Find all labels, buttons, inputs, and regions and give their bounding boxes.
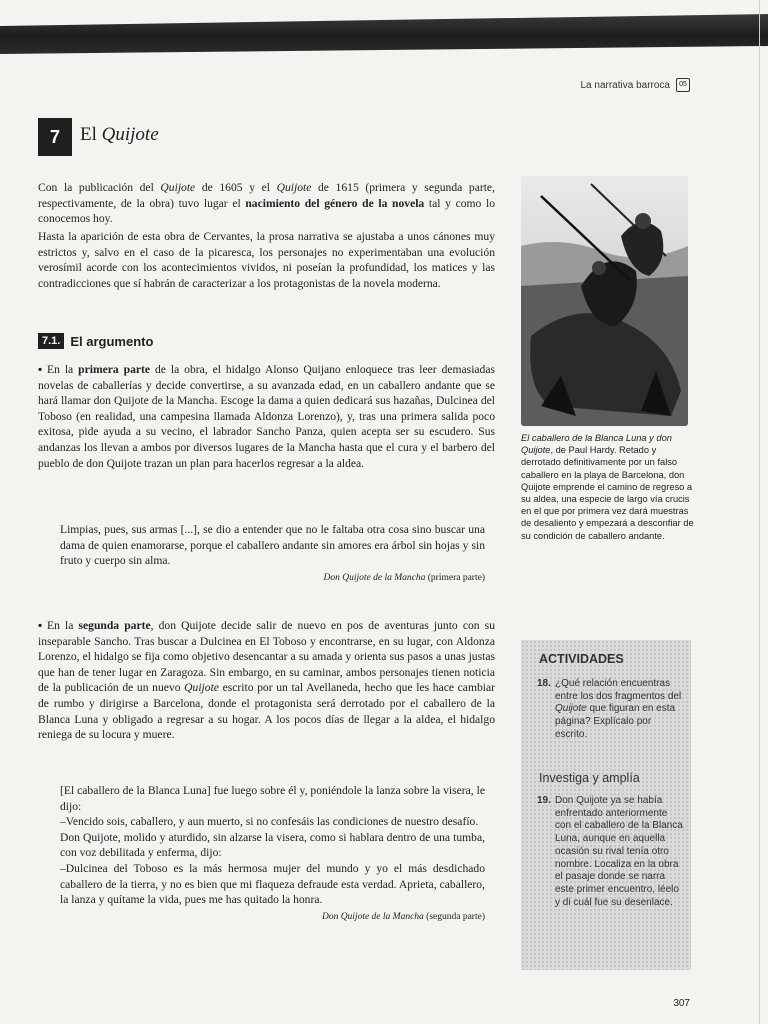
quote-first-part (60, 522, 485, 586)
intro-p2-text: Hasta la aparición de esta obra de Cervantes, la prosa narrativa se ajustaba a unos cánones muy estrictos y, salvo en el caso de la picaresca, los personajes no experimentaban una evolución verosímil acorde con los acontecimientos vividos, ni poseían la profundidad, los matices y las contradicciones que sí habrán de caracterizar a los protagonistas de la novela moderna. (38, 230, 495, 290)
intro-p1-text: Con la publicación del Quijote de 1605 y el Quijote de 1615 (primera y segunda parte, respectivamente, de la obra) tuvo lugar el nacimiento del género de la novela tal y como lo conocemos hoy. (38, 181, 495, 226)
activity-number: 19. (537, 795, 551, 806)
section-heading (38, 333, 153, 349)
quote2-line: Don Quijote, molido y aturdido, sin alzarse la visera, como si hablara dentro de una tumba, con voz debilitada y enferma, dijo: (60, 830, 485, 860)
chapter-title (80, 124, 159, 146)
quote1-cite-part: (primera parte) (425, 572, 485, 583)
bullet-mark: ▪ (38, 363, 43, 376)
quote2-citation (60, 910, 485, 926)
running-head: La narrativa barroca (580, 80, 670, 91)
activity-number: 18. (537, 678, 551, 689)
plot-bullet-first-part (38, 362, 495, 471)
quote2-line: –Vencido sois, caballero, y aun muerto, si no confesáis las condiciones de nuestro desafío. (60, 815, 479, 829)
quote2-cite-title: Don Quijote de la Mancha (321, 911, 424, 922)
quote2-line: –Dulcinea del Toboso es la más hermosa mujer del mundo y yo el más desdichado caballero de la tierra, y no es bien que mi flaqueza defraude esta verdad. Aprieta, caballero, la lanza y quítame la vida, pues me has quitado la honra. (60, 861, 485, 907)
quote1-cite-title: Don Quijote de la Mancha (323, 572, 426, 583)
quote1-text: Limpias, pues, sus armas [...], se dio a entender que no le faltaba otra cosa sino buscar una dama de quien enamorarse, porque el caballero andante sin amores era árbol sin hojas y sin fruto y cuerpo sin alma. (60, 523, 485, 568)
activity-18 (537, 678, 687, 742)
illustration-knight-white-moon (521, 176, 688, 426)
chapter-title-italic: Quijote (101, 124, 159, 145)
investigate-heading: Investiga y amplía (539, 771, 640, 785)
chapter-number: 7 (38, 118, 72, 156)
unit-badge-icon: 05 (676, 78, 690, 92)
bullet1-text: En la primera parte de la obra, el hidalgo Alonso Quijano enloquece tras leer demasiadas novelas de caballerías y decide convertirse, a su avanzada edad, en un caballero andante que se hará llamar don Quijote de la Mancha. Escoge la dama a quien dedicará sus hazañas, Dulcinea del Toboso (en realidad, una campesina llamada Aldonza Lorenzo), y, tras una primera salida poco exitosa, pide ayuda a su vecino, el labrador Sancho Panza, quien acepta ser su escudero. Sus andanzas los llevan a ambos por diversos lugares de la Mancha hasta que el cura y el barbero del pueblo de don Quijote trazan un plan para hacerlos regresar a la aldea. (38, 363, 496, 470)
plot-bullet-second-part (38, 618, 495, 743)
section-number: 7.1. (38, 333, 64, 349)
quote1-citation (60, 571, 485, 587)
quote2-line: [El caballero de la Blanca Luna] fue luego sobre él y, poniéndole la lanza sobre la visera, le dijo: (60, 784, 485, 813)
chapter-title-prefix: El (80, 124, 102, 145)
quote2-cite-part: (segunda parte) (423, 911, 485, 922)
illustration-caption: El caballero de la Blanca Luna y don Quijote, de Paul Hardy. Retado y derrotado definitivamente por un falso caballero en la playa de Barcelona, don Quijote emprende el camino de regreso a su aldea, una especie de largo vía crucis en el que por primera vez dará muestras de desaliento y empezará a desconfiar de su condición de caballero andante. (521, 433, 694, 541)
section-title: El argumento (70, 333, 154, 349)
intro-paragraph-2 (38, 229, 495, 298)
activities-box (521, 640, 691, 970)
bullet2-text: En la segunda parte, don Quijote decide salir de nuevo en pos de aventuras junto con su inseparable Sancho. Tras buscar a Dulcinea en El Toboso y encontrarse, en su lugar, con Aldonza Lorenzo, el hidalgo se fija como objetivo desencantar a su amada y orienta sus pasos a unas justas que han de tener lugar en Zaragoza. Sin embargo, en su caminar, ambos personajes tienen noticia de la publicación de un nuevo Quijote escrito por un tal Avellaneda, hecho que les hace cambiar de rumbo y dirigirse a Barcelona, donde el protagonista será derrotado por el caballero de la Blanca Luna y obligado a regresar a su hogar. A los pocos días de llegar a la aldea, el hidalgo reniega de su locura y muere. (38, 619, 495, 742)
activity-19 (537, 795, 687, 909)
bullet-mark: ▪ (38, 619, 43, 632)
page-edge-line (759, 0, 760, 1024)
top-decorative-bar (0, 14, 768, 54)
engraving-illustration (521, 176, 688, 426)
quote-second-part (60, 783, 485, 925)
intro-paragraph-1 (38, 180, 495, 234)
activities-heading: ACTIVIDADES (539, 652, 624, 666)
page-number: 307 (673, 998, 690, 1009)
activity-text: ¿Qué relación encuentras entre los dos fragmentos del Quijote que figuran en esta página? Explícalo por escrito. (555, 678, 682, 740)
activity-text: Don Quijote ya se había enfrentado anteriormente con el caballero de la Blanca Luna, aunque en aquella ocasión su rival tenía otro nombre. Localiza en la obra el pasaje donde se narra este primer encuentro, léelo y di cuál fue su desenlace. (555, 795, 683, 908)
